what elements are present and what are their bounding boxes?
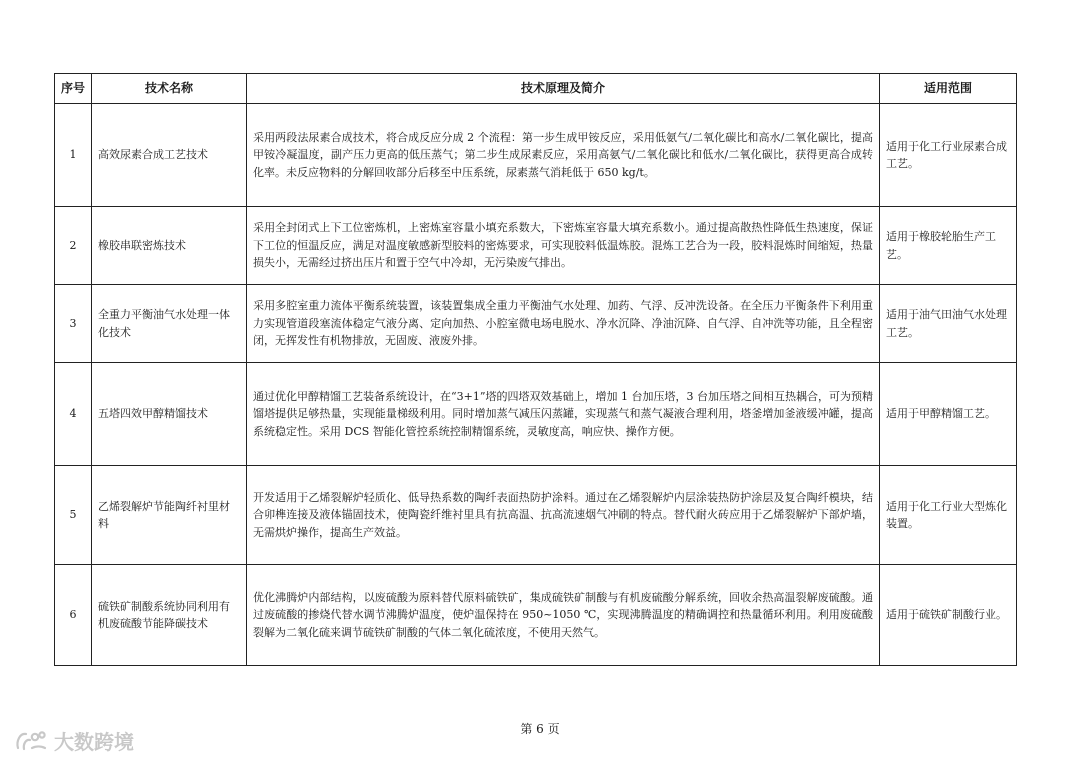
header-scope: 适用范围: [880, 74, 1017, 104]
row-number: 2: [55, 207, 92, 285]
row-tech-name: 五塔四效甲醇精馏技术: [92, 363, 247, 466]
row-number: 6: [55, 565, 92, 666]
row-tech-description: 优化沸腾炉内部结构，以废硫酸为原料替代原料硫铁矿，集成硫铁矿制酸与有机废硫酸分解系统，回收余热高温裂解废硫酸。通过废硫酸的掺烧代替水调节沸腾炉温度，使炉温保持在 950~1050 ℃，实现沸腾温度的精确调控和热量循环利用。利用废硫酸裂解为二氧化硫来调节硫铁矿制酸的气体二氧化硫浓度，不使用天然气。: [247, 565, 880, 666]
row-scope: 适用于硫铁矿制酸行业。: [880, 565, 1017, 666]
table-row: [55, 466, 1017, 565]
row-scope: 适用于橡胶轮胎生产工艺。: [880, 207, 1017, 285]
watermark: [14, 726, 134, 755]
row-tech-name: 全重力平衡油气水处理一体化技术: [92, 285, 247, 363]
row-number: 5: [55, 466, 92, 565]
row-tech-description: 采用两段法尿素合成技术，将合成反应分成 2 个流程：第一步生成甲铵反应，采用低氨气/二氧化碳比和高水/二氧化碳比，提高甲铵冷凝温度，副产压力更高的低压蒸气；第二步生成尿素反应，采用高氨气/二氧化碳比和低水/二氧化碳比，获得更高合成转化率。未反应物料的分解回收部分后移至中压系统，尿素蒸气消耗低于 650 kg/t。: [247, 104, 880, 207]
header-tech-principle: 技术原理及简介: [247, 74, 880, 104]
row-tech-name: 高效尿素合成工艺技术: [92, 104, 247, 207]
table-row: [55, 565, 1017, 666]
watermark-text: 大数跨境: [54, 730, 134, 754]
table-row: [55, 285, 1017, 363]
row-scope: 适用于化工行业大型炼化装置。: [880, 466, 1017, 565]
row-tech-name: 乙烯裂解炉节能陶纤衬里材料: [92, 466, 247, 565]
row-scope: 适用于化工行业尿素合成工艺。: [880, 104, 1017, 207]
row-number: 4: [55, 363, 92, 466]
row-scope: 适用于油气田油气水处理工艺。: [880, 285, 1017, 363]
technology-table: [54, 73, 1017, 666]
table-row: [55, 207, 1017, 285]
row-number: 3: [55, 285, 92, 363]
row-tech-description: 采用全封闭式上下工位密炼机，上密炼室容量小填充系数大，下密炼室容量大填充系数小。通过提高散热性降低生热速度，保证下工位的恒温反应，满足对温度敏感新型胶料的密炼要求，可实现胶料低温炼胶。混炼工艺合为一段，胶料混炼时间缩短，热量损失小，无需经过挤出压片和置于空气中冷却，无污染废气排出。: [247, 207, 880, 285]
table-header-row: [55, 74, 1017, 104]
row-tech-description: 采用多腔室重力流体平衡系统装置，该装置集成全重力平衡油气水处理、加药、气浮、反冲洗设备。在全压力平衡条件下利用重力实现管道段塞流体稳定气液分离、定向加热、小腔室微电场电脱水、净水沉降、净油沉降、自气浮、自冲洗等功能，且全程密闭，无挥发性有机物排放，无固废、液废外排。: [247, 285, 880, 363]
row-number: 1: [55, 104, 92, 207]
row-tech-name: 橡胶串联密炼技术: [92, 207, 247, 285]
row-scope: 适用于甲醇精馏工艺。: [880, 363, 1017, 466]
row-tech-description: 通过优化甲醇精馏工艺装备系统设计，在“3+1”塔的四塔双效基础上，增加 1 台加压塔，3 台加压塔之间相互热耦合，可为预精馏塔提供足够热量，实现能量梯级利用。同时增加蒸气减压闪蒸罐，实现蒸气和蒸气凝液合理利用，塔釜增加釜液缓冲罐，提高系统稳定性。采用 DCS 智能化管控系统控制精馏系统，灵敏度高，响应快、操作方便。: [247, 363, 880, 466]
row-tech-name: 硫铁矿制酸系统协同利用有机废硫酸节能降碳技术: [92, 565, 247, 666]
row-tech-description: 开发适用于乙烯裂解炉轻质化、低导热系数的陶纤表面热防护涂料。通过在乙烯裂解炉内层涂装热防护涂层及复合陶纤模块，结合卯榫连接及液体锚固技术，使陶瓷纤维衬里具有抗高温、抗高流速烟气冲刷的特点。替代耐火砖应用于乙烯裂解炉下部炉墙，无需烘炉操作，提高生产效益。: [247, 466, 880, 565]
page-number: 第 6 页: [520, 722, 560, 736]
table-row: [55, 104, 1017, 207]
watermark-logo-icon: [14, 728, 48, 754]
header-serial-number: 序号: [55, 74, 92, 104]
table-row: [55, 363, 1017, 466]
header-tech-name: 技术名称: [92, 74, 247, 104]
